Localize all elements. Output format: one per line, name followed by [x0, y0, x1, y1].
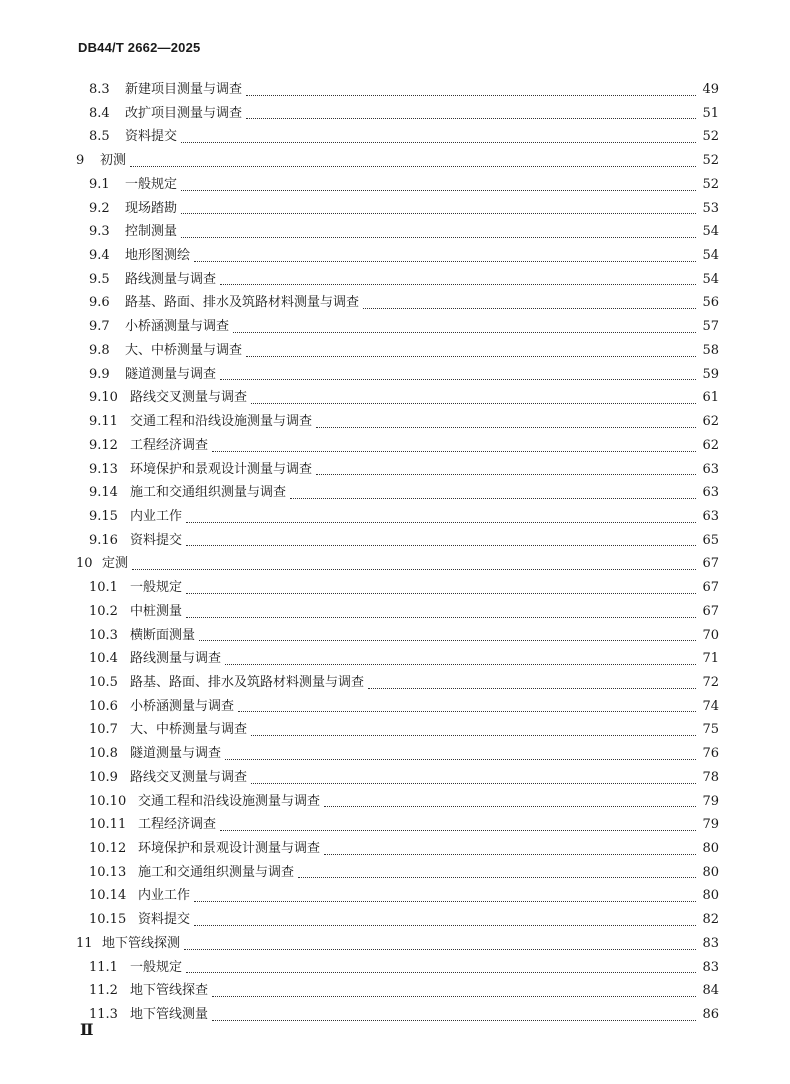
toc-entry-number: 10.9: [89, 769, 118, 785]
toc-entry-page: 83: [702, 935, 719, 951]
toc-entry-page: 57: [702, 319, 719, 335]
toc-entry-number: 10.1: [89, 580, 118, 596]
toc-dot-leader: [194, 237, 696, 262]
toc-entry-page: 56: [702, 295, 719, 311]
toc-entry-page: 80: [702, 864, 719, 880]
toc-dot-leader: [194, 901, 696, 926]
toc-dot-leader: [186, 949, 696, 974]
toc-entry-title: 路线测量与调查: [125, 268, 218, 292]
toc-entry-number: 9.15: [89, 508, 118, 524]
toc-dot-leader: [220, 806, 696, 831]
toc-dot-leader: [184, 925, 696, 950]
toc-entry-number: 9.10: [89, 390, 118, 406]
toc-entry-title: 隧道测量与调查: [125, 363, 218, 387]
toc-dot-leader: [186, 498, 696, 523]
toc-entry-title: 资料提交: [130, 529, 184, 553]
toc-entry-number: 10.8: [89, 746, 118, 762]
toc-entry-number: 9.2: [89, 200, 110, 216]
toc-entry-number: 9.16: [89, 532, 118, 548]
toc-entry-page: 67: [702, 603, 719, 619]
toc-dot-leader: [199, 617, 696, 642]
toc-entry-page: 61: [702, 390, 719, 406]
toc-entry-title: 大、中桥测量与调查: [130, 718, 249, 742]
toc-dot-leader: [132, 545, 696, 570]
toc-entry-page: 83: [702, 959, 719, 975]
toc-entry-number: 10.2: [89, 603, 118, 619]
toc-dot-leader: [225, 735, 696, 760]
toc-entry-number: 10.7: [89, 722, 118, 738]
toc-entry-number: 9.9: [89, 366, 110, 382]
table-of-contents: [0, 78, 790, 1027]
toc-entry-number: 10.13: [89, 864, 127, 880]
toc-entry-page: 65: [702, 532, 719, 548]
toc-dot-leader: [225, 640, 696, 665]
toc-entry-page: 59: [702, 366, 719, 382]
toc-entry-page: 79: [702, 793, 719, 809]
toc-entry-title: 小桥涵测量与调查: [125, 315, 231, 339]
toc-entry-page: 63: [702, 485, 719, 501]
toc-entry-number: 11.1: [89, 959, 118, 975]
toc-entry-page: 70: [702, 627, 719, 643]
toc-entry-title: 交通工程和沿线设施测量与调查: [138, 790, 322, 814]
toc-entry-number: 11: [76, 935, 93, 951]
toc-entry-title: 工程经济调查: [138, 813, 218, 837]
toc-dot-leader: [212, 972, 696, 997]
toc-entry-page: 49: [702, 82, 719, 97]
toc-dot-leader: [251, 759, 696, 784]
toc-entry-number: 9.12: [89, 437, 118, 453]
toc-entry-title: 路基、路面、排水及筑路材料测量与调查: [130, 671, 366, 695]
toc-entry-number: 10.10: [89, 793, 127, 809]
toc-entry-page: 54: [702, 248, 719, 264]
toc-dot-leader: [251, 711, 696, 736]
toc-dot-leader: [181, 166, 696, 191]
toc-entry-title: 内业工作: [138, 884, 192, 908]
toc-entry-number: 9.8: [89, 342, 110, 358]
toc-entry-number: 8.3: [89, 82, 110, 97]
toc-entry-page: 67: [702, 556, 719, 572]
toc-entry-number: 9.13: [89, 461, 118, 477]
toc-entry-number: 8.4: [89, 105, 110, 121]
toc-entry-title: 资料提交: [125, 125, 179, 149]
toc-entry-number: 9.4: [89, 248, 110, 264]
toc-dot-leader: [220, 356, 696, 381]
toc-dot-leader: [181, 190, 696, 215]
toc-dot-leader: [363, 284, 696, 309]
toc-entry-page: 51: [702, 105, 719, 121]
toc-entry-number: 9.1: [89, 176, 110, 192]
toc-entry-page: 53: [702, 200, 719, 216]
toc-dot-leader: [324, 783, 696, 808]
toc-entry-number: 10.11: [89, 817, 127, 833]
toc-dot-leader: [194, 877, 696, 902]
toc-entry-number: 11.3: [89, 1007, 118, 1023]
toc-entry-title: 一般规定: [125, 173, 179, 197]
toc-entry-title: 环境保护和景观设计测量与调查: [130, 458, 314, 482]
toc-entry-page: 63: [702, 461, 719, 477]
toc-dot-leader: [316, 451, 696, 476]
toc-entry-page: 63: [702, 508, 719, 524]
toc-entry[interactable]: [0, 1003, 790, 1027]
toc-entry-number: 10.12: [89, 841, 127, 856]
toc-entry-page: 80: [702, 888, 719, 904]
toc-entry-page: 80: [702, 841, 719, 856]
toc-entry-title: 路基、路面、排水及筑路材料测量与调查: [125, 291, 361, 315]
toc-entry-title: 隧道测量与调查: [130, 742, 223, 766]
toc-entry-page: 52: [702, 176, 719, 192]
toc-dot-leader: [238, 688, 696, 713]
toc-dot-leader: [316, 403, 696, 428]
toc-entry-page: 62: [702, 414, 719, 430]
toc-entry-page: 75: [702, 722, 719, 738]
toc-dot-leader: [251, 379, 696, 404]
toc-entry-title: 初测: [100, 149, 128, 173]
toc-entry-number: 11.2: [89, 983, 118, 999]
toc-entry-page: 72: [702, 674, 719, 690]
toc-entry-page: 52: [702, 129, 719, 145]
toc-entry-title: 路线交叉测量与调查: [130, 386, 249, 410]
toc-dot-leader: [186, 593, 696, 618]
toc-entry-title: 地下管线探查: [130, 979, 210, 1003]
toc-entry-title: 横断面测量: [130, 624, 197, 648]
toc-dot-leader: [181, 118, 696, 143]
toc-entry-page: 78: [702, 769, 719, 785]
toc-entry-title: 路线测量与调查: [130, 647, 223, 671]
toc-entry-title: 环境保护和景观设计测量与调查: [138, 837, 322, 861]
toc-entry-number: 9.11: [89, 414, 118, 430]
toc-entry-page: 58: [702, 342, 719, 358]
toc-entry-page: 62: [702, 437, 719, 453]
toc-dot-leader: [298, 854, 696, 879]
toc-entry-page: 84: [702, 983, 719, 999]
toc-entry-page: 76: [702, 746, 719, 762]
toc-dot-leader: [246, 332, 696, 357]
toc-entry-title: 改扩项目测量与调查: [125, 102, 244, 126]
toc-entry-title: 内业工作: [130, 505, 184, 529]
toc-entry-number: 9: [76, 153, 85, 169]
toc-dot-leader: [212, 427, 696, 452]
toc-entry-title: 一般规定: [130, 956, 184, 980]
toc-entry-number: 9.14: [89, 485, 118, 501]
toc-dot-leader: [368, 664, 696, 689]
toc-entry-title: 定测: [102, 552, 130, 576]
toc-entry-title: 新建项目测量与调查: [125, 78, 244, 102]
toc-entry-page: 54: [702, 224, 719, 240]
toc-entry-number: 10.14: [89, 888, 127, 904]
toc-entry-title: 小桥涵测量与调查: [130, 695, 236, 719]
toc-dot-leader: [246, 71, 696, 96]
toc-entry-number: 10: [76, 556, 93, 572]
toc-entry-number: 10.5: [89, 674, 118, 690]
toc-entry-number: 10.15: [89, 912, 127, 928]
toc-entry-page: 79: [702, 817, 719, 833]
toc-dot-leader: [290, 474, 696, 499]
toc-entry-title: 施工和交通组织测量与调查: [138, 861, 296, 885]
toc-entry-title: 大、中桥测量与调查: [125, 339, 244, 363]
page-number-footer: Ⅱ: [80, 1020, 94, 1039]
toc-entry-title: 地形图测绘: [125, 244, 192, 268]
toc-entry-title: 一般规定: [130, 576, 184, 600]
toc-dot-leader: [212, 996, 696, 1021]
toc-entry-page: 71: [702, 651, 719, 667]
document-header: DB44/T 2662—2025: [78, 40, 201, 55]
toc-entry-page: 74: [702, 698, 719, 714]
toc-entry-title: 交通工程和沿线设施测量与调查: [130, 410, 314, 434]
toc-entry-page: 86: [702, 1007, 719, 1023]
toc-entry-title: 中桩测量: [130, 600, 184, 624]
toc-dot-leader: [246, 95, 696, 120]
toc-entry-number: 10.4: [89, 651, 118, 667]
toc-entry-number: 9.7: [89, 319, 110, 335]
toc-entry-number: 9.6: [89, 295, 110, 311]
toc-entry-number: 8.5: [89, 129, 110, 145]
toc-entry-page: 52: [702, 153, 719, 169]
toc-dot-leader: [324, 830, 696, 855]
toc-entry-number: 10.3: [89, 627, 118, 643]
toc-dot-leader: [181, 213, 696, 238]
toc-entry-title: 地下管线探测: [102, 932, 182, 956]
toc-entry-title: 控制测量: [125, 220, 179, 244]
toc-entry-number: 9.3: [89, 224, 110, 240]
toc-dot-leader: [130, 142, 696, 167]
toc-entry-number: 9.5: [89, 271, 110, 287]
toc-entry-title: 路线交叉测量与调查: [130, 766, 249, 790]
toc-dot-leader: [186, 522, 696, 547]
toc-entry-title: 工程经济调查: [130, 434, 210, 458]
toc-entry-page: 82: [702, 912, 719, 928]
toc-dot-leader: [220, 261, 696, 286]
toc-entry-page: 67: [702, 580, 719, 596]
toc-entry-title: 地下管线测量: [130, 1003, 210, 1027]
toc-entry-number: 10.6: [89, 698, 118, 714]
toc-entry-title: 资料提交: [138, 908, 192, 932]
toc-entry-page: 54: [702, 271, 719, 287]
toc-dot-leader: [233, 308, 696, 333]
toc-dot-leader: [186, 569, 696, 594]
toc-entry-title: 施工和交通组织测量与调查: [130, 481, 288, 505]
toc-entry-title: 现场踏勘: [125, 197, 179, 221]
